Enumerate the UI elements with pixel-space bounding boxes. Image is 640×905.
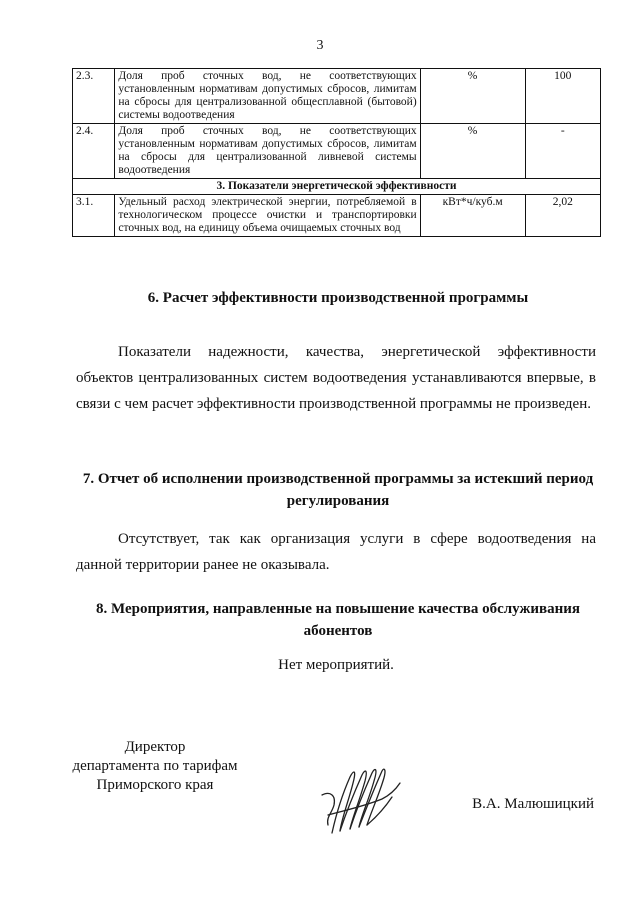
row-number: 2.3.: [73, 69, 115, 124]
section-title: 3. Показатели энергетической эффективности: [73, 179, 601, 195]
table-section-row: [73, 179, 601, 195]
section6-paragraph: Показатели надежности, качества, энергетической эффективности объектов централизованных систем водоотведения устанавливаются впервые, в связи с чем расчет эффективности производственной программы не произведен.: [76, 344, 596, 412]
row-value: -: [525, 124, 600, 179]
signatory-department: департамента по тарифам: [72, 758, 238, 774]
row-number: 3.1.: [73, 195, 115, 237]
row-description: Доля проб сточных вод, не соответствующих установленным нормативам допустимых сбросов, лимитам на сбросы для централизованной ливневой системы водоотведения: [115, 124, 420, 179]
signatory-name: В.А. Малюшицкий: [472, 796, 594, 812]
section6-heading: 6. Расчет эффективности производственной программы: [147, 290, 529, 306]
row-unit: %: [420, 124, 525, 179]
section8-heading: 8. Мероприятия, направленные на повышение качества обслуживания абонентов: [95, 601, 580, 639]
table-row: [73, 195, 601, 237]
row-value: 100: [525, 69, 600, 124]
section7-paragraph: Отсутствует, так как организация услуги в сфере водоотведения на данной территории ранее не оказывала.: [76, 531, 596, 573]
signatory-title: [60, 738, 250, 795]
row-description: Удельный расход электрической энергии, потребляемой в технологическом процессе очистки и транспортировки сточных вод, на единицу объема очищаемых сточных вод: [115, 195, 420, 237]
row-number: 2.4.: [73, 124, 115, 179]
table-row: [73, 124, 601, 179]
section7-heading: 7. Отчет об исполнении производственной программы за истекший период регулирования: [82, 471, 594, 509]
row-description: Доля проб сточных вод, не соответствующих установленным нормативам допустимых сбросов, лимитам на сбросы для централизованной общесплавной (бытовой) системы водоотведения: [115, 69, 420, 124]
signatory-region: Приморского края: [96, 777, 214, 793]
indicators-table: [72, 68, 601, 237]
table-row: [73, 69, 601, 124]
signatory-position: Директор: [124, 739, 186, 755]
row-value: 2,02: [525, 195, 600, 237]
row-unit: %: [420, 69, 525, 124]
section8-text: Нет мероприятий.: [278, 657, 394, 673]
row-unit: кВт*ч/куб.м: [420, 195, 525, 237]
handwritten-signature: [312, 755, 412, 840]
page-number: 3: [316, 38, 324, 53]
